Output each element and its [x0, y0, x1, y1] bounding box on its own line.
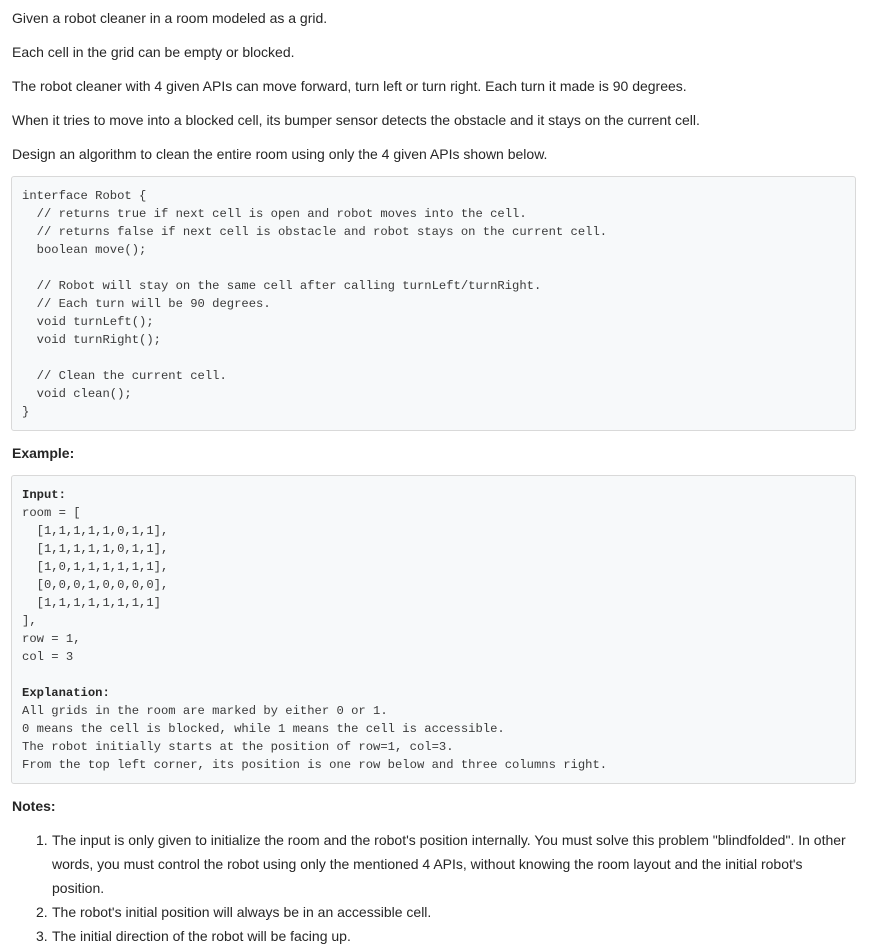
example-code-block	[11, 475, 856, 784]
code-line: // returns true if next cell is open and robot moves into the cell.	[22, 207, 527, 221]
input-line: [0,0,0,1,0,0,0,0],	[22, 578, 169, 592]
example-heading: Example:	[12, 445, 75, 461]
input-line: col = 3	[22, 650, 74, 664]
input-line: [1,1,1,1,1,0,1,1],	[22, 524, 169, 538]
note-line: words, you must control the robot using only the mentioned 4 APIs, without knowing the room layout and the initial robot's	[52, 856, 803, 872]
code-line: }	[22, 405, 30, 419]
input-line: ],	[22, 614, 37, 628]
code-line: interface Robot {	[22, 189, 147, 203]
explanation-line: All grids in the room are marked by either 0 or 1.	[22, 704, 388, 718]
input-line: row = 1,	[22, 632, 81, 646]
note-line: The input is only given to initialize the room and the robot's position internally. You must solve this problem "blindfolded". In other	[52, 832, 846, 848]
intro-paragraph: When it tries to move into a blocked cell, its bumper sensor detects the obstacle and it stays on the current cell.	[12, 112, 700, 128]
note-number: 2.	[36, 904, 48, 920]
interface-code-block	[11, 176, 856, 431]
input-line: [1,1,1,1,1,1,1,1]	[22, 596, 161, 610]
code-line: boolean move();	[22, 243, 147, 257]
input-label: Input:	[22, 488, 66, 502]
code-line: void turnRight();	[22, 333, 161, 347]
code-line: // Each turn will be 90 degrees.	[22, 297, 271, 311]
explanation-label: Explanation:	[22, 686, 110, 700]
intro-paragraph: Each cell in the grid can be empty or blocked.	[12, 44, 295, 60]
explanation-line: From the top left corner, its position is one row below and three columns right.	[22, 758, 608, 772]
note-line: The initial direction of the robot will be facing up.	[52, 928, 351, 944]
code-line: void clean();	[22, 387, 132, 401]
input-line: [1,1,1,1,1,0,1,1],	[22, 542, 169, 556]
note-line: The robot's initial position will always be in an accessible cell.	[52, 904, 432, 920]
code-line: void turnLeft();	[22, 315, 154, 329]
input-line: room = [	[22, 506, 81, 520]
intro-paragraph: Design an algorithm to clean the entire room using only the 4 given APIs shown below.	[12, 146, 548, 162]
code-line: // Robot will stay on the same cell after calling turnLeft/turnRight.	[22, 279, 542, 293]
code-line: // Clean the current cell.	[22, 369, 227, 383]
intro-paragraph: Given a robot cleaner in a room modeled as a grid.	[12, 10, 328, 26]
explanation-line: The robot initially starts at the position of row=1, col=3.	[22, 740, 454, 754]
intro-paragraph: The robot cleaner with 4 given APIs can move forward, turn left or turn right. Each turn it made is 90 degrees.	[12, 78, 687, 94]
note-line: position.	[52, 880, 105, 896]
input-line: [1,0,1,1,1,1,1,1],	[22, 560, 169, 574]
explanation-line: 0 means the cell is blocked, while 1 means the cell is accessible.	[22, 722, 505, 736]
code-line: // returns false if next cell is obstacle and robot stays on the current cell.	[22, 225, 608, 239]
notes-heading: Notes:	[12, 798, 56, 814]
note-number: 1.	[36, 832, 48, 848]
note-number: 3.	[36, 928, 48, 944]
